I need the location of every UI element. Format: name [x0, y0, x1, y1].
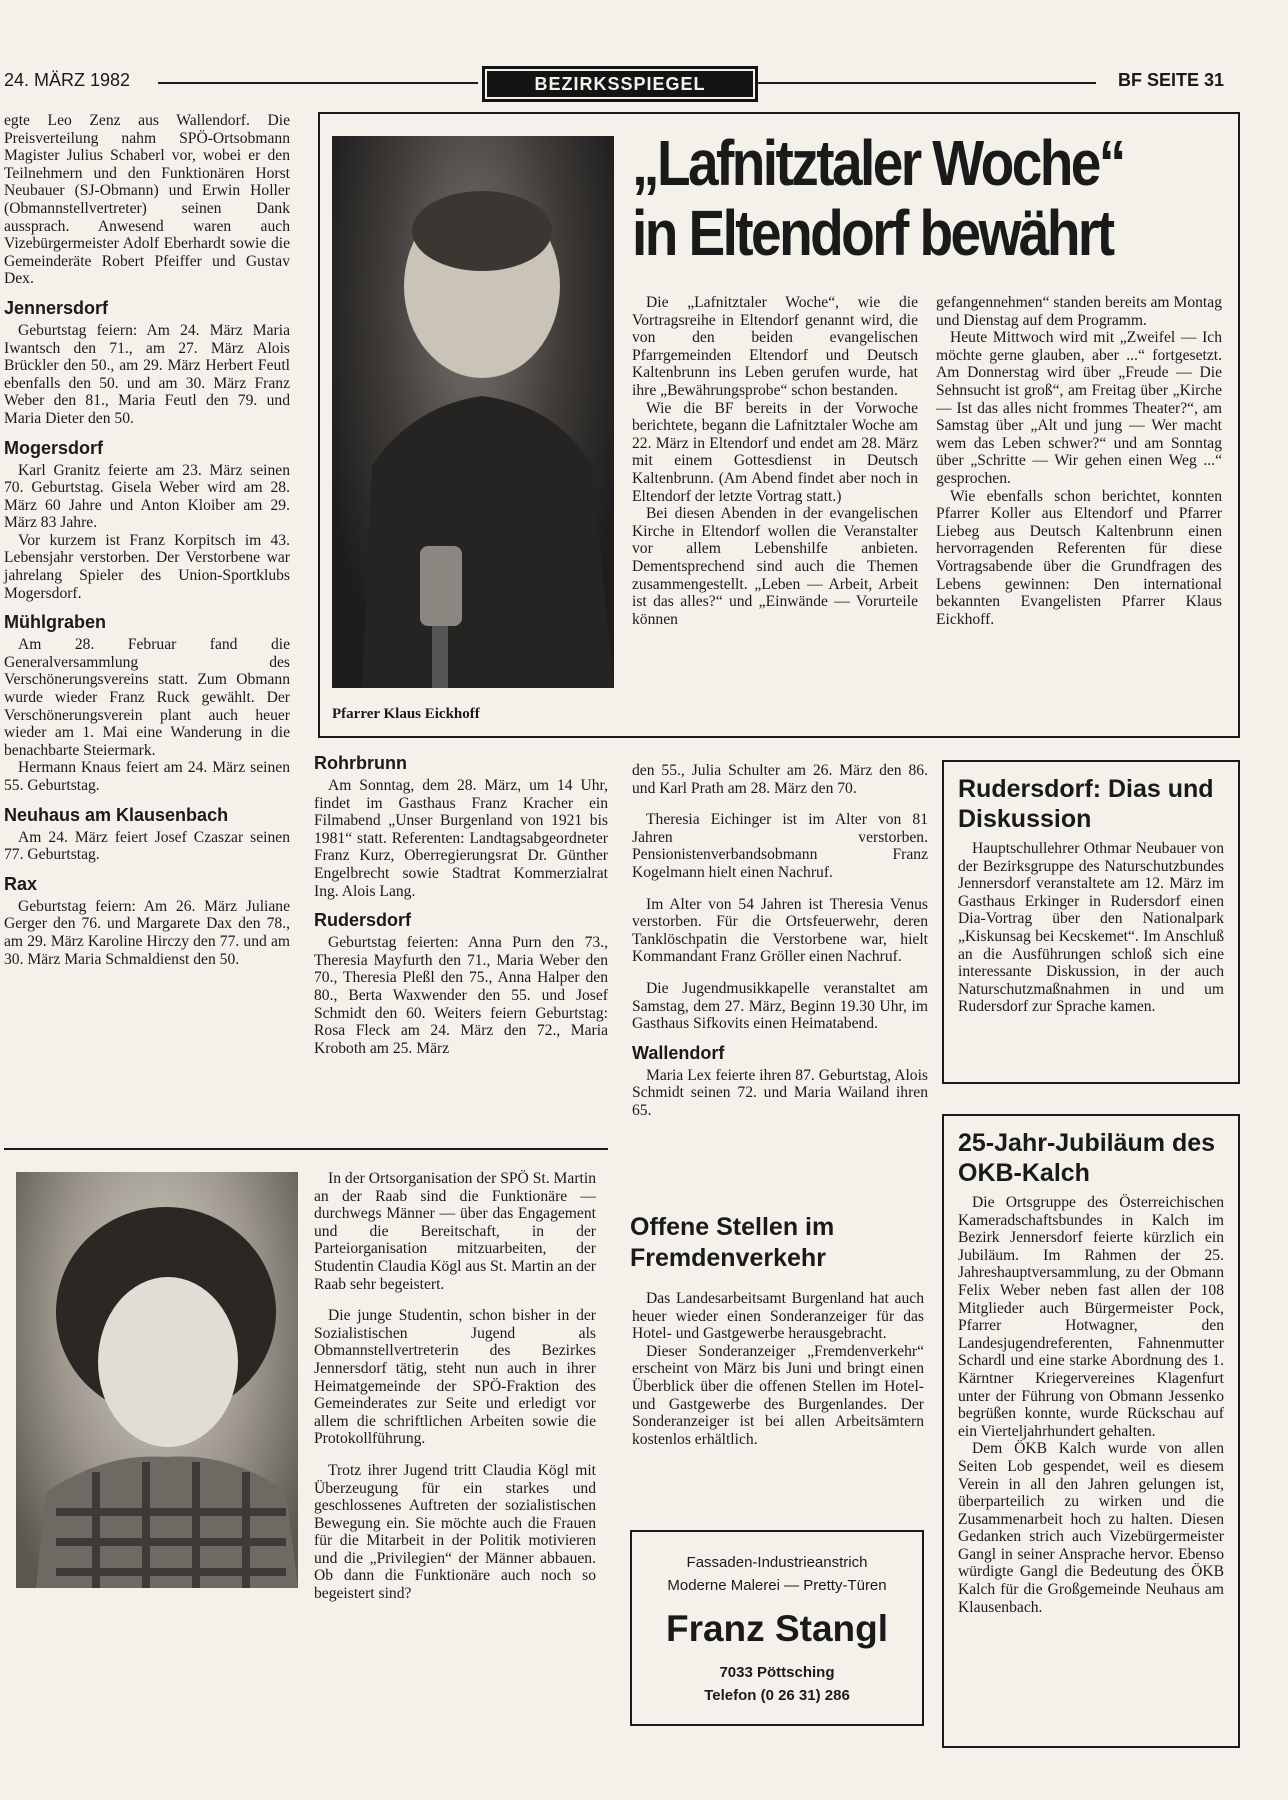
claudia-text-1: In der Ortsorganisation der SPÖ St. Martin an der Raab sind die Funktionäre — durchwegs Männer — über das Engagement und die Bereitschaft, in der Parteiorganisation mitzuarbeiten, der Studentin Claudia Kögl aus St. Martin an der Raab sehr begeistert.: [314, 1170, 596, 1293]
left-column: [4, 112, 290, 968]
middle-column: [314, 752, 608, 1057]
ad-name: Franz Stangl: [665, 1608, 889, 1649]
headline-line-2: in Eltendorf bewährt: [632, 197, 1113, 269]
ad-phone: Telefon (0 26 31) 286: [704, 1687, 850, 1704]
muehlgraben-text-1: Am 28. Februar fand die Generalversammlung des Verschönerungsvereins statt. Zum Obmann wurde wieder Franz Ruck gewählt. Der Verschönerungsverein plant auch heuer wieder am 1. Mai eine Wanderung in die benachbarte Steiermark.: [4, 636, 290, 759]
rudersdorf-text: Geburtstag feierten: Anna Purn den 73., Theresia Mayfurth den 71., Maria Weber den 70., Theresia Pleßl den 75., Anna Halper den 80., Berta Waxwender den 55. und Josef Schmidt den 60. Weiters feiern Geburtstag: Rosa Fleck am 24. März den 72., Maria Kroboth am 25. März: [314, 934, 608, 1057]
box-rudersdorf: [942, 760, 1240, 1084]
photo-pfarrer: [332, 136, 614, 688]
rudersdorf-text-2: den 55., Julia Schulter am 26. März den 86. und Karl Prath am 28. März den 70.: [632, 762, 928, 797]
rudersdorf-text-3: Theresia Eichinger ist im Alter von 81 Jahren verstorben. Pensionistenverbandsobmann Franz Kogelmann hielt einen Nachruf.: [632, 811, 928, 881]
rohrbrunn-text: Am Sonntag, dem 28. März, um 14 Uhr, findet im Gasthaus Franz Kracher ein Filmabend „Unser Burgenland von 1921 bis 1981“ statt. Referenten: Landtagsabgeordneter Franz Kurz, Oberregierungsrat Dr. Günther Engelbrecht sowie Stadtrat Kommerzialrat Ing. Alois Lang.: [314, 777, 608, 900]
jobs-text-1: Das Landesarbeitsamt Burgenland hat auch heuer wieder einen Sonderanzeiger für das Hotel- und Gastgewerbe herausgebracht.: [632, 1290, 924, 1343]
photo-claudia: [16, 1172, 298, 1588]
headline-line-1: „Lafnitztaler Woche“: [632, 127, 1124, 199]
lead-text-2: Wie die BF bereits in der Vorwoche berichtete, begann die Lafnitztaler Woche am 22. März in Eltendorf und endet am 28. März mit einem Gottesdienst in Deutsch Kaltenbrunn. (Am Abend findet aber noch in Eltendorf der letzte Vortrag statt.): [632, 399, 918, 505]
box-okb-text-1: Die Ortsgruppe des Österreichischen Kameradschaftsbundes in Kalch im Bezirk Jennersdorf feierte kürzlich ein Jubiläum. Im Rahmen der 25. Jahreshauptversammlung, zu der Obmann Felix Weber neben fast allen der 108 Mitglieder auch Bürgermeister Pock, Pfarrer Hotwagner, den Landesjugendreferenten, Fahnenmutter Schardl und eine starke Abordnung des 1. Kärntner Kriegervereines Klagenfurt unter der Führung von Obmann Jessenko begrüßen konnte, wurde Rückschau auf ein Vierteljahrhundert gehalten.: [958, 1194, 1224, 1440]
heading-muehlgraben: Mühlgraben: [4, 612, 106, 633]
portrait-woman-icon: [16, 1172, 298, 1588]
heading-rudersdorf: Rudersdorf: [314, 910, 412, 931]
section-title: BEZIRKSSPIEGEL: [482, 66, 758, 102]
box-okb-text-wrap: [958, 1194, 1224, 1616]
mogersdorf-text-2: Vor kurzem ist Franz Korpitsch im 43. Lebensjahr verstorben. Der Verstorbene war jahrelang Spieler des Union-Sportklubs Mogersdorf.: [4, 531, 290, 602]
ad-line-2: Moderne Malerei — Pretty-Türen: [667, 1577, 887, 1594]
issue-date: 24. MÄRZ 1982: [4, 70, 131, 90]
page-number: BF SEITE 31: [1118, 70, 1225, 90]
claudia-text-3: Trotz ihrer Jugend tritt Claudia Kögl mit Überzeugung für ein starkes und geschlossenes Auftreten der sozialistischen Bewegung ein. Sie möchte auch die Frauen für die Mitarbeit in der Politik motivieren und die „Privilegien“ der Männer abbauen. Ob dann die Funktionäre auch noch so begeistert sind?: [314, 1461, 596, 1603]
rudersdorf-text-5: Die Jugendmusikkapelle veranstaltet am Samstag, dem 27. März, Beginn 19.30 Uhr, im Gasthaus Sifkovits einen Heimatabend.: [632, 979, 928, 1033]
box-okb-text-2: Dem ÖKB Kalch wurde von allen Seiten Lob gespendet, weil es diesem Verein in all den Jahren gelungen ist, überparteilich zu wirken und die Zusammenarbeit hoch zu halten. Diesen Gedanken strich auch Vizebürgermeister Gangl in seiner Ansprache hervor. Ebenso würdigte Gangl die Bedeutung des ÖKB Kalch für die Großgemeinde Neuhaus am Klausenbach.: [958, 1440, 1224, 1616]
claudia-text-2: Die junge Studentin, schon bisher in der Sozialistischen Jugend als Obmannstellvertreterin des Bezirkes Jennersdorf tätig, steht nun auch in ihrer Heimatgemeinde der SPÖ-Fraktion des Gemeinderates zur Seite und erledigt vor allem die schriftlichen Arbeiten sowie die Protokollführung.: [314, 1307, 596, 1448]
heading-wallendorf: Wallendorf: [632, 1042, 725, 1063]
left-intro: egte Leo Zenz aus Wallendorf. Die Preisverteilung nahm SPÖ-Ortsobmann Magister Julius Schaberl vor, wobei er den Teilnehmern und den Funktionären Horst Neubauer (SJ-Obmann) und Erwin Holler (Obmannstellvertreter) seinen Dank aussprach. Anwesend waren auch Vizebürgermeister Adolf Eberhardt sowie die Gemeinderäte Robert Pfeiffer und Gustav Dex.: [4, 112, 290, 288]
header-rule-left: [158, 82, 478, 84]
box-okb-title: 25-Jahr-Jubiläum des OKB-Kalch: [958, 1129, 1216, 1187]
jennersdorf-text: Geburtstag feiern: Am 24. März Maria Iwantsch den 71., am 27. März Alois Brückler den 50., am 29. März Herbert Feutl ebenfalls den 50. und am 30. März Franz Weber den 81., Maria Feutl den 79. und Maria Dieter den 50.: [4, 321, 290, 427]
jobs-text-2: Dieser Sonderanzeiger „Fremdenverkehr“ erscheint von März bis Juni und bringt einen Überblick über die offenen Stellen im Hotel- und Gastgewerbe des Burgenlandes. Der Sonderanzeiger ist bei allen Arbeitsämtern kostenlos erhältlich.: [632, 1342, 924, 1448]
portrait-man-icon: [332, 136, 614, 688]
ad-address: 7033 Pöttsching: [719, 1664, 835, 1681]
lead-text-6: Wie ebenfalls schon berichtet, konnten Pfarrer Koller aus Eltendorf und Pfarrer Liebeg aus Deutsch Kaltenbrunn einen hervorragenden Referenten für diese Vortragsabende über die Grundfragen des Lebens gewinnen: Den international bekannten Evangelisten Pfarrer Klaus Eickhoff.: [936, 487, 1222, 628]
photo-caption: Pfarrer Klaus Eickhoff: [332, 706, 480, 722]
lead-headline: [632, 128, 1148, 268]
lead-column-2: [936, 294, 1222, 628]
divider-claudia: [4, 1148, 608, 1150]
ad-franz-stangl: [630, 1530, 924, 1726]
jobs-headline: Offene Stellen im Fremdenverkehr: [630, 1213, 835, 1272]
header-rule-right: [756, 82, 1096, 84]
lead-text-3: Bei diesen Abenden in der evangelischen Kirche in Eltendorf wollen die Veranstalter vor allem Lebenshilfe anbieten. Dementsprechend sind auch die Themen zusammengestellt. „Leben — Arbeit, Arbeit ist das alles?“ und „Einwände — Vorurteile können: [632, 505, 918, 628]
jobs-column: [632, 1290, 924, 1448]
middle-column-2: [632, 762, 928, 1120]
claudia-column: [314, 1170, 596, 1603]
ad-line-1: Fassaden-Industrieanstrich: [686, 1554, 868, 1571]
heading-jennersdorf: Jennersdorf: [4, 297, 109, 318]
box-rudersdorf-text: Hauptschullehrer Othmar Neubauer von der Bezirksgruppe des Naturschutzbundes Jennersdorf veranstaltete am 12. März im Gasthaus Erkinger in Rudersdorf einen Dia-Vortrag über den Nationalpark „Kiskunsag bei Kecskemet“. Im Anschluß an die Ausführungen schloß sich eine interessante Diskussion, in der auch Naturschutzmaßnahmen in und um Rudersdorf zur Sprache kamen.: [958, 840, 1224, 1016]
neuhaus-text: Am 24. März feiert Josef Czaszar seinen 77. Geburtstag.: [4, 828, 290, 864]
lead-text-4: gefangennehmen“ standen bereits am Montag und Dienstag auf dem Programm.: [936, 294, 1222, 329]
rudersdorf-text-4: Im Alter von 54 Jahren ist Theresia Venus verstorben. Für die Ortsfeuerwehr, deren Tanklöschpatin die Verstorbene war, hielt Kommandant Franz Gröller einen Nachruf.: [632, 895, 928, 966]
wallendorf-text: Maria Lex feierte ihren 87. Geburtstag, Alois Schmidt seinen 72. und Maria Wailand ihren 65.: [632, 1066, 928, 1119]
box-rudersdorf-title: Rudersdorf: Dias und Diskussion: [958, 775, 1214, 833]
box-okb: [942, 1114, 1240, 1748]
lead-text-5: Heute Mittwoch wird mit „Zweifel — Ich möchte gerne glauben, aber ...“ fortgesetzt. Am Donnerstag wird über „Freude — Die Sehnsucht ist groß“, am Freitag über „Kirche — Ist das alles nicht frommes Theater?“, am Samstag über „Alt und jung — Wer macht wem das Leben schwer?“ und am Sonntag über „Schritte — Wir gehen einen Weg ...“ gesprochen.: [936, 329, 1222, 487]
muehlgraben-text-2: Hermann Knaus feiert am 24. März seinen 55. Geburtstag.: [4, 759, 290, 794]
heading-rax: Rax: [4, 873, 38, 894]
mogersdorf-text-1: Karl Granitz feierte am 23. März seinen 70. Geburtstag. Gisela Weber wird am 28. März 60 Jahre und Anton Kloiber am 29. März 83 Jahre.: [4, 461, 290, 532]
heading-neuhaus: Neuhaus am Klausenbach: [4, 804, 229, 825]
lead-text-1: Die „Lafnitztaler Woche“, wie die Vortragsreihe in Eltendorf genannt wird, die von den beiden evangelischen Pfarrgemeinden Eltendorf und Deutsch Kaltenbrunn ins Leben gerufen wurde, hat ihre „Bewährungsprobe“ schon bestanden.: [632, 294, 918, 399]
heading-rohrbrunn: Rohrbrunn: [314, 753, 407, 773]
box-rudersdorf-text-wrap: [958, 840, 1224, 1016]
heading-mogersdorf: Mogersdorf: [4, 437, 103, 458]
rax-text: Geburtstag feiern: Am 26. März Juliane Gerger den 76. und Margarete Dax den 78., am 29. März Karoline Hirczy den 77. und am 30. März Maria Schmaldienst den 50.: [4, 897, 290, 968]
lead-column-1: [632, 294, 918, 628]
